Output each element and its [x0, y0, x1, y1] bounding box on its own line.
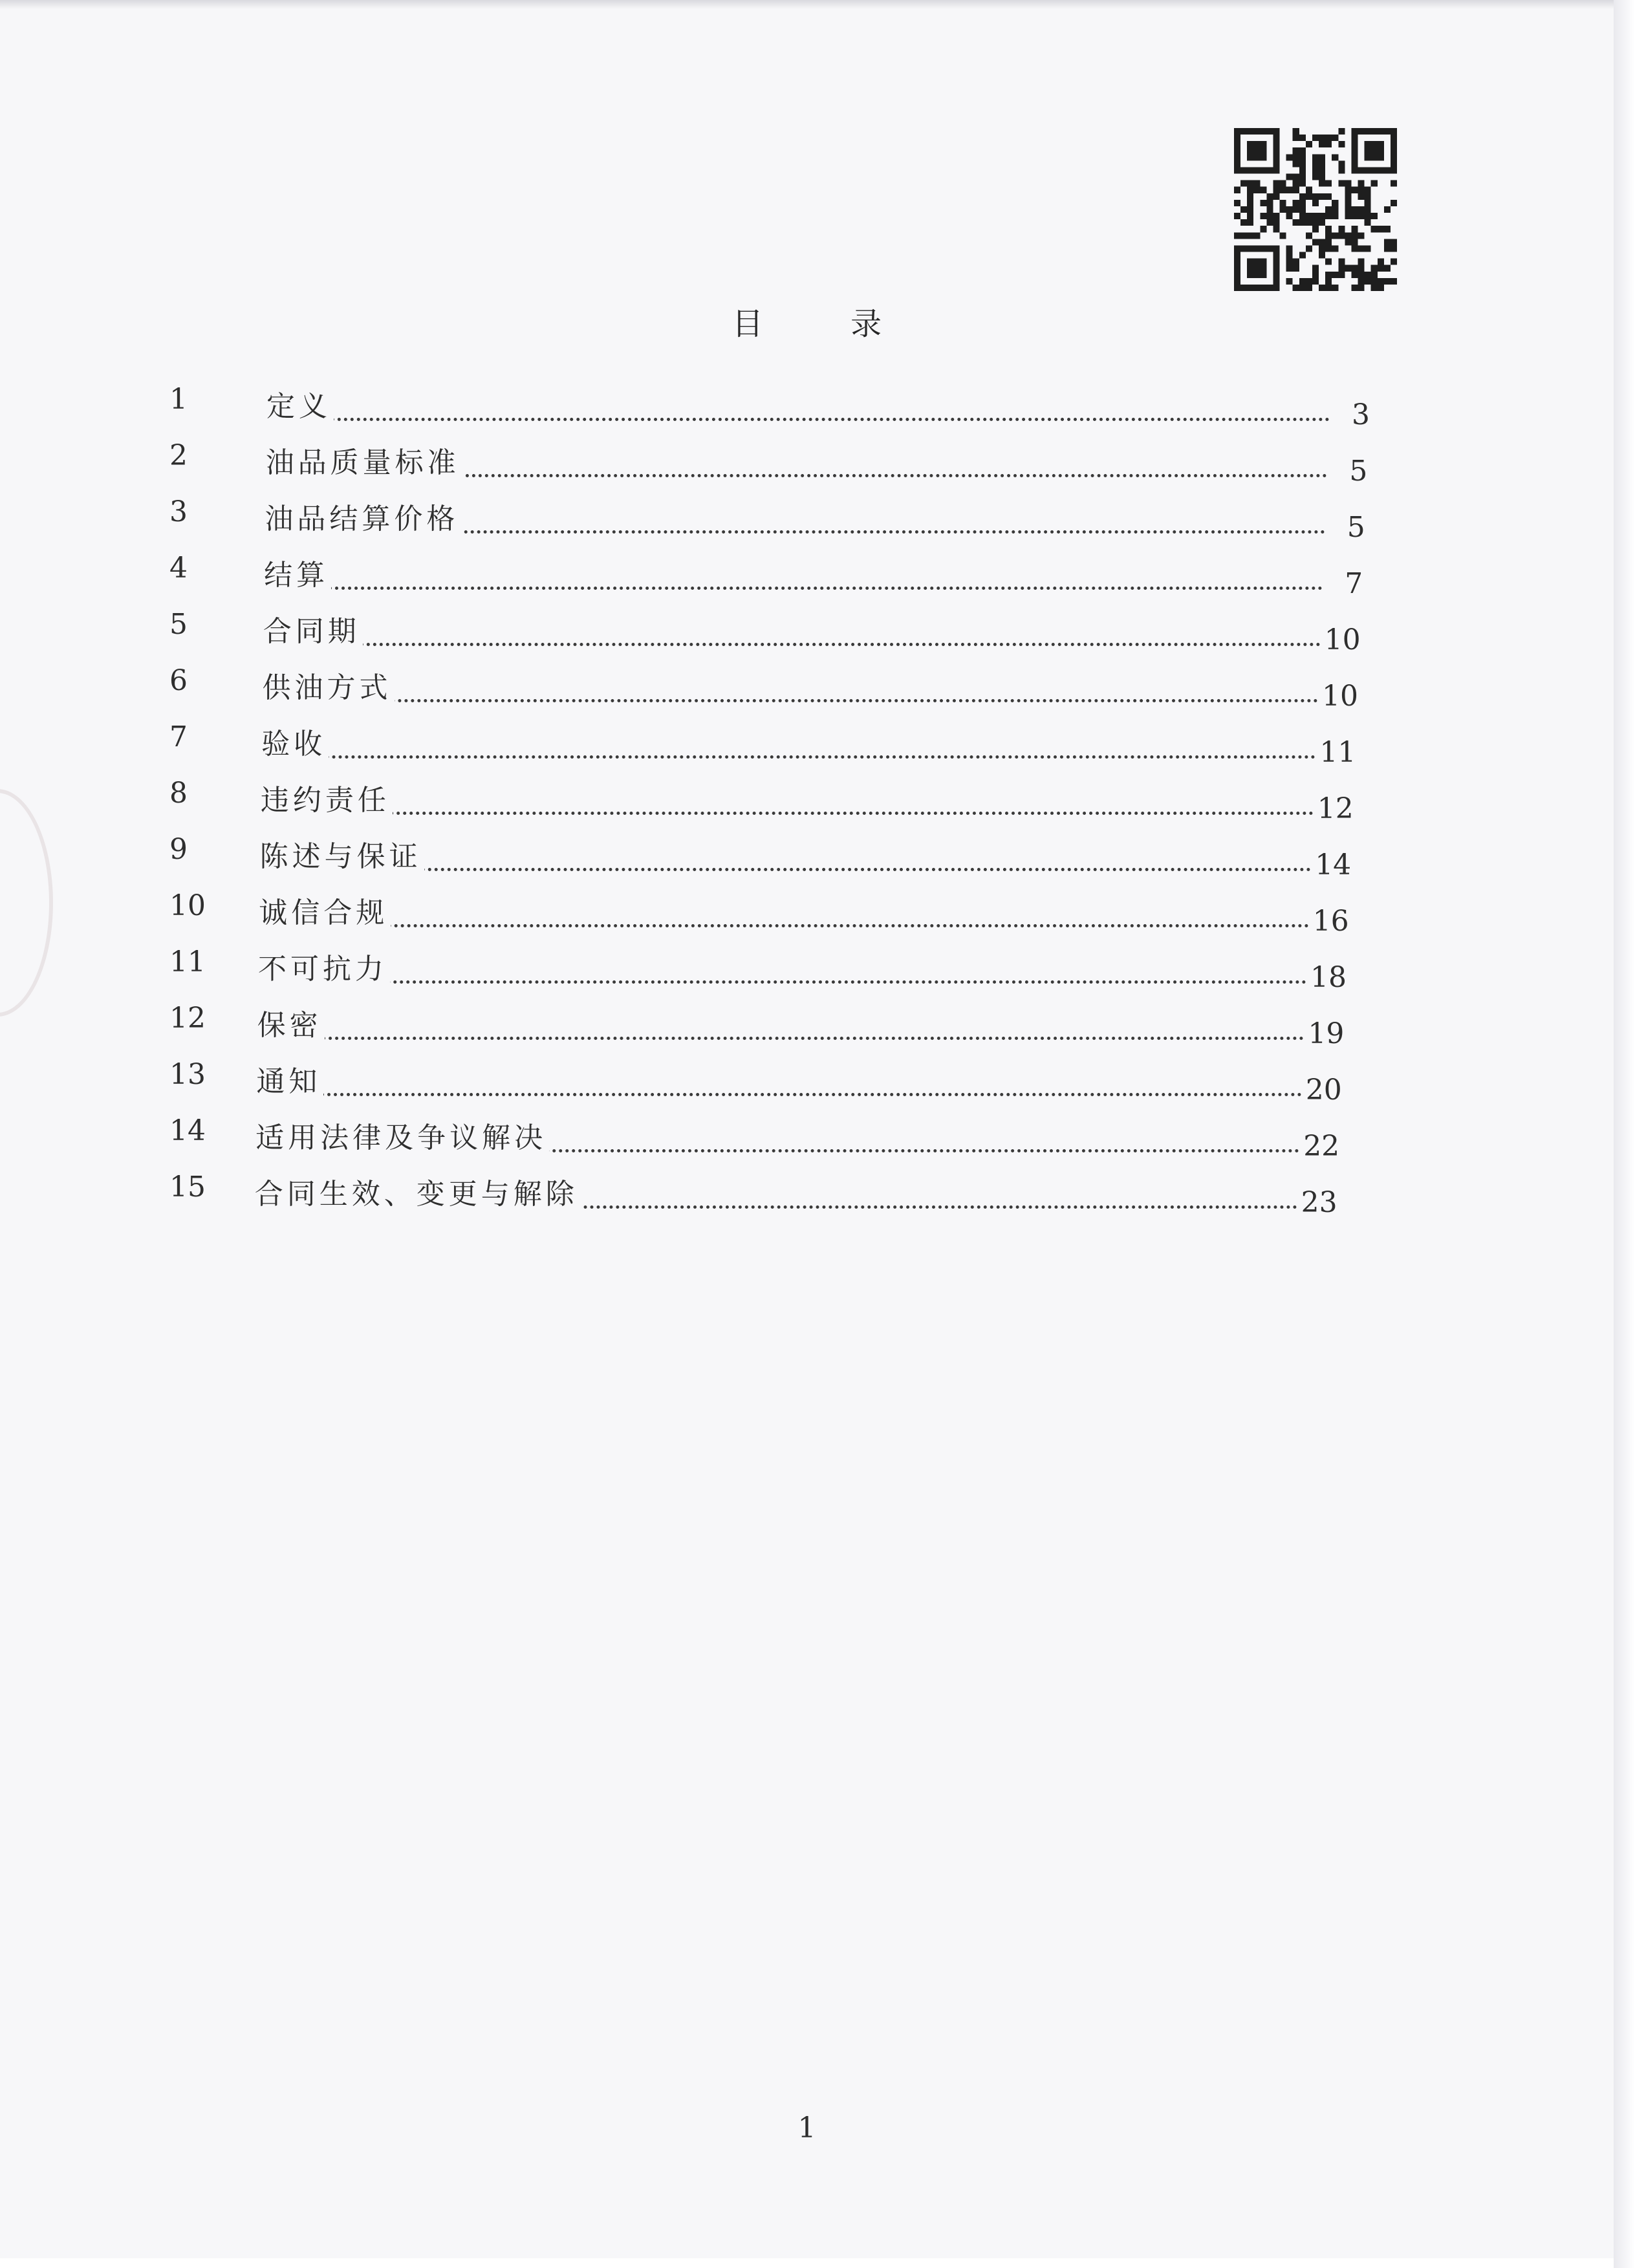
toc-entry-title: 陈述与保证 [260, 833, 424, 874]
toc-entry [0, 720, 1614, 769]
toc-entry-page: 3 [1352, 398, 1370, 431]
toc-entry-title: 适用法律及争议解决 [255, 1114, 549, 1156]
toc-entry-title: 验收 [261, 720, 329, 762]
toc-entry-title: 合同期 [263, 608, 363, 649]
toc-entry-page: 19 [1308, 1017, 1345, 1050]
toc-entry-title: 油品质量标准 [266, 439, 462, 481]
toc-entry [0, 1114, 1614, 1163]
toc-dot-leader [257, 1033, 1305, 1040]
toc-dot-leader [256, 1089, 1301, 1096]
toc-entry-page: 10 [1322, 680, 1358, 713]
toc-dot-leader [261, 751, 1316, 759]
toc-entry-page: 16 [1312, 905, 1349, 938]
toc-entry [0, 552, 1614, 600]
toc-entry-number: 4 [169, 552, 188, 585]
toc-entry-title: 定义 [266, 383, 334, 424]
toc-entry-page: 5 [1349, 455, 1368, 488]
toc-entry-page: 14 [1315, 848, 1352, 881]
toc-entry-page: 12 [1317, 792, 1354, 825]
toc-dot-leader [263, 639, 1321, 646]
toc-entry-number: 6 [169, 664, 188, 697]
toc-dot-leader [261, 808, 1314, 815]
toc-entry [0, 777, 1614, 825]
toc-entry-title: 结算 [264, 552, 331, 593]
toc-entry [0, 383, 1614, 431]
scan-margin-right [1614, 0, 1635, 2268]
toc-entry [0, 889, 1614, 938]
toc-entry [0, 495, 1614, 544]
toc-entry-title: 不可抗力 [258, 945, 390, 987]
toc-entry [0, 1171, 1614, 1219]
toc-entry-title: 诚信合规 [259, 889, 391, 931]
toc-entry [0, 1002, 1614, 1050]
toc-dot-leader [263, 695, 1319, 702]
toc-entry [0, 608, 1614, 656]
qr-code-icon [1234, 128, 1397, 291]
toc-entry-number: 15 [169, 1171, 206, 1204]
toc-entry-page: 10 [1324, 623, 1361, 656]
toc-entry-title: 通知 [256, 1058, 323, 1099]
toc-entry-number: 9 [169, 833, 188, 866]
toc-entry [0, 945, 1614, 994]
toc-entry-number: 2 [169, 439, 188, 472]
toc-dot-leader [266, 414, 1330, 421]
toc-entry-title: 合同生效、变更与解除 [255, 1171, 581, 1212]
toc-entry-number: 10 [169, 889, 206, 922]
toc-entry-number: 1 [169, 383, 188, 416]
toc-entry-page: 23 [1301, 1186, 1337, 1219]
toc-entry-page: 18 [1310, 961, 1347, 994]
toc-entry-number: 7 [169, 720, 188, 753]
toc-entry-title: 违约责任 [261, 777, 393, 818]
toc-entry-title: 供油方式 [263, 664, 395, 706]
toc-entry-page: 5 [1347, 511, 1365, 544]
toc-dot-leader [264, 583, 1323, 590]
toc-entry-number: 3 [169, 495, 188, 528]
toc-entry [0, 833, 1614, 881]
toc-entry-number: 14 [169, 1114, 206, 1147]
toc-entry-page: 20 [1305, 1074, 1342, 1107]
scan-shadow-top [0, 0, 1614, 9]
toc-entry-title: 油品结算价格 [265, 495, 461, 537]
toc-title: 目 录 [731, 306, 921, 342]
toc-dot-leader [258, 977, 1306, 984]
toc-entry [0, 439, 1614, 488]
toc-entry [0, 664, 1614, 713]
toc-entry-number: 5 [169, 608, 188, 641]
toc-entry-page: 7 [1345, 567, 1363, 600]
page-number: 1 [797, 2111, 816, 2144]
toc-entry [0, 1058, 1614, 1107]
toc-dot-leader [259, 920, 1308, 927]
toc-entry-number: 8 [169, 777, 188, 810]
toc-entry-number: 12 [169, 1002, 206, 1035]
toc-entry-page: 22 [1303, 1130, 1340, 1163]
toc-entry-title: 保密 [257, 1002, 325, 1043]
toc-entry-number: 11 [169, 945, 206, 978]
toc-entry-number: 13 [169, 1058, 206, 1091]
toc-entry-page: 11 [1319, 736, 1356, 769]
